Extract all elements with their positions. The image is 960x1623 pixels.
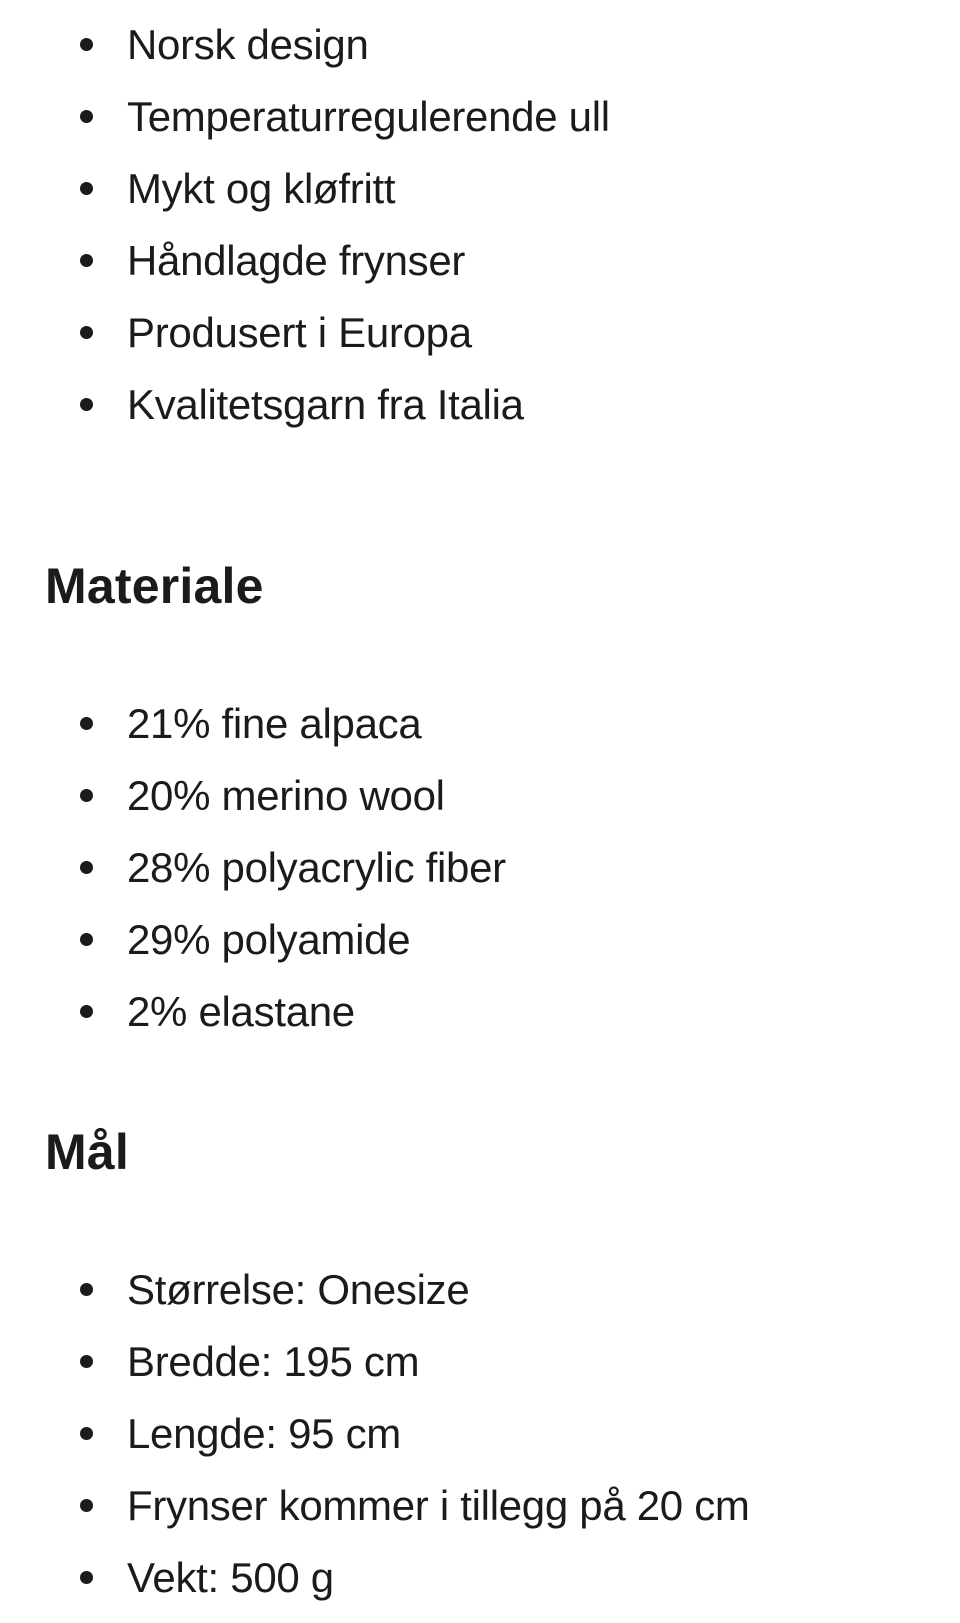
list-item: [45, 225, 930, 297]
material-text: 20% merino wool: [127, 772, 445, 819]
list-item: [45, 688, 930, 760]
bullet-icon: [80, 1499, 93, 1512]
measurement-text: Frynser kommer i tillegg på 20 cm: [127, 1482, 750, 1529]
bullet-icon: [80, 110, 93, 123]
material-text: 2% elastane: [127, 988, 355, 1035]
list-item: [45, 1254, 930, 1326]
materials-heading: Materiale: [45, 558, 264, 614]
list-item: [45, 1398, 930, 1470]
bullet-icon: [80, 1005, 93, 1018]
list-item: [45, 369, 930, 441]
list-item: [45, 832, 930, 904]
list-item: [45, 1326, 930, 1398]
list-item: [45, 1470, 930, 1542]
bullet-icon: [80, 182, 93, 195]
list-item: [45, 976, 930, 1048]
bullet-icon: [80, 861, 93, 874]
bullet-icon: [80, 326, 93, 339]
measurement-text: Bredde: 195 cm: [127, 1338, 420, 1385]
measurements-list: [45, 1254, 930, 1614]
bullet-icon: [80, 933, 93, 946]
feature-text: Kvalitetsgarn fra Italia: [127, 381, 524, 428]
list-item: [45, 81, 930, 153]
bullet-icon: [80, 717, 93, 730]
material-text: 21% fine alpaca: [127, 700, 422, 747]
measurements-heading: Mål: [45, 1124, 129, 1180]
measurement-text: Lengde: 95 cm: [127, 1410, 401, 1457]
bullet-icon: [80, 1283, 93, 1296]
bullet-icon: [80, 789, 93, 802]
measurement-text: Vekt: 500 g: [127, 1554, 334, 1601]
bullet-icon: [80, 1355, 93, 1368]
list-item: [45, 9, 930, 81]
list-item: [45, 760, 930, 832]
bullet-icon: [80, 398, 93, 411]
feature-text: Norsk design: [127, 21, 369, 68]
features-list: [45, 9, 930, 441]
feature-text: Mykt og kløfritt: [127, 165, 396, 212]
feature-text: Produsert i Europa: [127, 309, 472, 356]
list-item: [45, 297, 930, 369]
bullet-icon: [80, 254, 93, 267]
material-text: 28% polyacrylic fiber: [127, 844, 506, 891]
bullet-icon: [80, 1427, 93, 1440]
feature-text: Håndlagde frynser: [127, 237, 466, 284]
bullet-icon: [80, 38, 93, 51]
list-item: [45, 1542, 930, 1614]
list-item: [45, 153, 930, 225]
measurement-text: Størrelse: Onesize: [127, 1266, 470, 1313]
feature-text: Temperaturregulerende ull: [127, 93, 610, 140]
material-text: 29% polyamide: [127, 916, 411, 963]
bullet-icon: [80, 1571, 93, 1584]
materials-list: [45, 688, 930, 1048]
list-item: [45, 904, 930, 976]
